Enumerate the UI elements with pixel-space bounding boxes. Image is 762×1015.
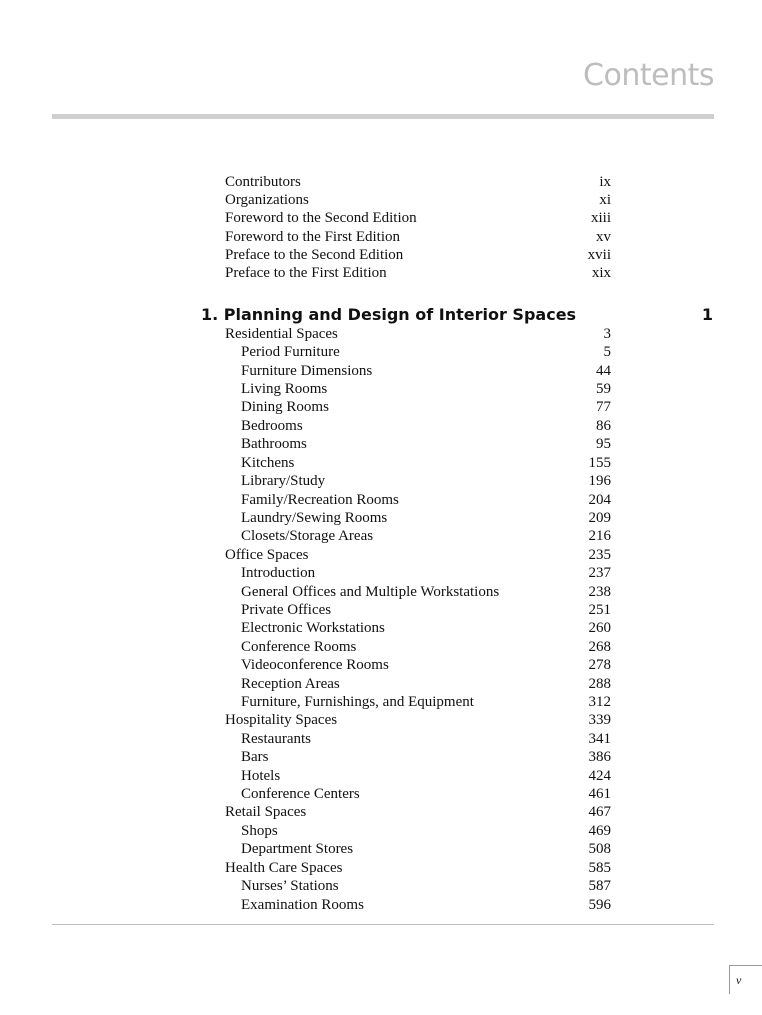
toc-section-page: 467 [588, 804, 611, 820]
toc-subsection-label: Conference Centers [241, 786, 360, 802]
toc-subsection-page: 508 [588, 841, 611, 857]
toc-subsection-label: Library/Study [241, 473, 326, 489]
toc-entry-page: xix [591, 265, 611, 281]
toc-section-label: Residential Spaces [225, 326, 338, 342]
toc-entry-label: Foreword to the First Edition [225, 229, 400, 245]
toc-subsection-page: 209 [588, 510, 611, 526]
folio-corner-mark [729, 965, 762, 994]
toc-entry-label: Contributors [225, 174, 301, 190]
toc-subsection-label: Hotels [241, 768, 281, 784]
toc-entry-page: xv [596, 229, 611, 245]
toc-section-page: 3 [603, 326, 611, 342]
page-title: Contents [583, 58, 714, 93]
chapter-page-number: 1 [701, 305, 713, 324]
toc-subsection-label: Department Stores [241, 841, 354, 857]
toc-subsection-page: 469 [588, 823, 611, 839]
toc-subsection-label: Restaurants [241, 731, 311, 747]
toc-subsection-page: 86 [596, 418, 611, 434]
toc-subsection-page: 596 [588, 897, 611, 913]
toc-entry-label: Preface to the Second Edition [225, 247, 404, 263]
toc-section-page: 339 [588, 712, 611, 728]
toc-subsection-page: 238 [588, 584, 611, 600]
toc-subsection-label: Bathrooms [241, 436, 307, 452]
toc-subsection-page: 312 [588, 694, 611, 710]
toc-subsection-page: 386 [588, 749, 611, 765]
toc-subsection-label: Nurses’ Stations [241, 878, 339, 894]
footer-rule [52, 924, 714, 925]
toc-subsection-page: 95 [596, 436, 611, 452]
toc-subsection-label: Bedrooms [241, 418, 303, 434]
chapter-heading: 1. Planning and Design of Interior Spaces [201, 305, 577, 324]
toc-subsection-label: Bars [241, 749, 269, 765]
toc-entry-label: Organizations [225, 192, 309, 208]
toc-subsection-page: 251 [588, 602, 611, 618]
toc-subsection-page: 216 [588, 528, 611, 544]
toc-subsection-page: 260 [588, 620, 611, 636]
toc-entry-label: Preface to the First Edition [225, 265, 387, 281]
toc-subsection-page: 288 [588, 676, 611, 692]
toc-subsection-page: 587 [588, 878, 611, 894]
toc-subsection-page: 268 [588, 639, 611, 655]
toc-subsection-label: Closets/Storage Areas [241, 528, 374, 544]
toc-subsection-label: Family/Recreation Rooms [241, 492, 399, 508]
toc-subsection-page: 341 [588, 731, 611, 747]
toc-section-label: Hospitality Spaces [225, 712, 338, 728]
toc-subsection-page: 59 [596, 381, 611, 397]
toc-section-page: 235 [588, 547, 611, 563]
toc-subsection-label: Examination Rooms [241, 897, 364, 913]
toc-entry-page: xiii [590, 210, 611, 226]
toc-subsection-label: Videoconference Rooms [241, 657, 389, 673]
toc-subsection-page: 77 [596, 399, 611, 415]
toc-subsection-label: Shops [241, 823, 278, 839]
toc-subsection-page: 424 [588, 768, 611, 784]
toc-subsection-label: Dining Rooms [241, 399, 329, 415]
toc-subsection-page: 237 [588, 565, 611, 581]
toc-subsection-label: Furniture Dimensions [241, 363, 373, 379]
toc-entry-page: xvii [587, 247, 611, 263]
toc-subsection-page: 5 [603, 344, 611, 360]
toc-subsection-label: General Offices and Multiple Workstations [241, 584, 500, 600]
toc-entry-label: Foreword to the Second Edition [225, 210, 417, 226]
toc-subsection-label: Period Furniture [241, 344, 340, 360]
toc-section-label: Retail Spaces [225, 804, 307, 820]
toc-subsection-page: 155 [588, 455, 611, 471]
toc-subsection-page: 196 [588, 473, 611, 489]
toc-subsection-label: Introduction [241, 565, 316, 581]
toc-subsection-label: Conference Rooms [241, 639, 357, 655]
toc-subsection-page: 204 [588, 492, 611, 508]
toc-section-page: 585 [588, 860, 611, 876]
toc-subsection-page: 461 [588, 786, 611, 802]
toc-subsection-label: Electronic Workstations [241, 620, 385, 636]
toc-entry-page: ix [599, 174, 611, 190]
header-rule [52, 114, 714, 119]
toc-subsection-label: Kitchens [241, 455, 295, 471]
page-folio: v [736, 973, 742, 987]
toc-entry-page: xi [599, 192, 611, 208]
toc-subsection-label: Furniture, Furnishings, and Equipment [241, 694, 474, 710]
toc-subsection-label: Reception Areas [241, 676, 340, 692]
toc-subsection-label: Laundry/Sewing Rooms [241, 510, 388, 526]
toc-section-label: Health Care Spaces [225, 860, 343, 876]
toc-subsection-page: 278 [588, 657, 611, 673]
toc-subsection-label: Private Offices [241, 602, 332, 618]
toc-subsection-label: Living Rooms [241, 381, 328, 397]
toc-subsection-page: 44 [596, 363, 611, 379]
toc-section-label: Office Spaces [225, 547, 309, 563]
